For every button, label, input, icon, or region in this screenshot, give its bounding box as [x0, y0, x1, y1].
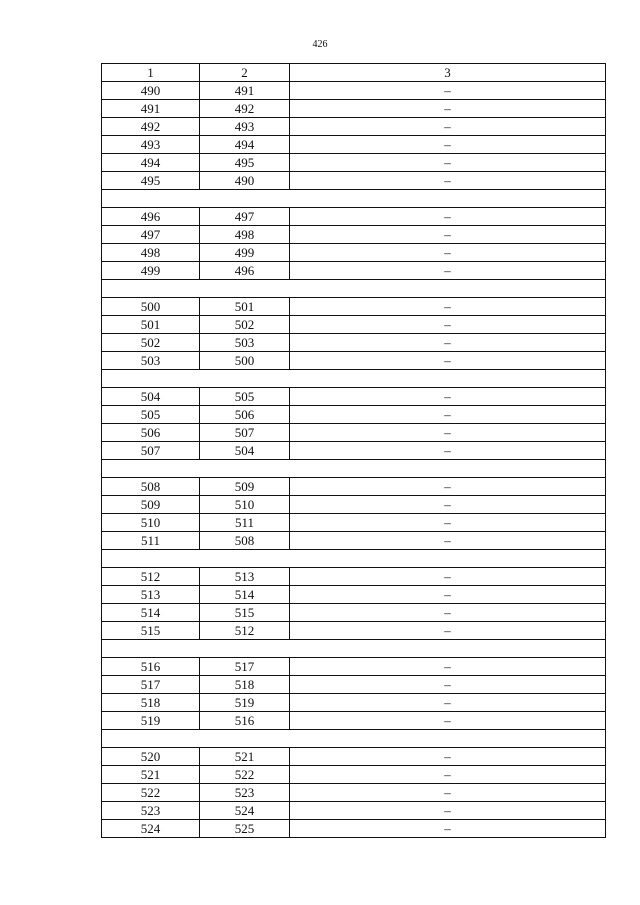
- table-cell-col3: –: [290, 118, 606, 136]
- table-cell-col3: –: [290, 352, 606, 370]
- table-row: [102, 118, 606, 136]
- table-cell-col2: 517: [200, 658, 290, 676]
- group-separator-cell: [102, 370, 606, 388]
- table-row: [102, 154, 606, 172]
- table-row: [102, 694, 606, 712]
- table-row: [102, 352, 606, 370]
- group-separator-row: [102, 730, 606, 748]
- table-cell-col1: 490: [102, 82, 200, 100]
- table-cell-col3: –: [290, 298, 606, 316]
- table-cell-col3: –: [290, 622, 606, 640]
- table-cell-col1: 497: [102, 226, 200, 244]
- table-cell-col1: 510: [102, 514, 200, 532]
- table-cell-col3: –: [290, 262, 606, 280]
- table-cell-col2: 501: [200, 298, 290, 316]
- table-cell-col2: 507: [200, 424, 290, 442]
- table-cell-col3: –: [290, 784, 606, 802]
- table-cell-col2: 515: [200, 604, 290, 622]
- table-cell-col1: 517: [102, 676, 200, 694]
- table-row: [102, 136, 606, 154]
- table-cell-col2: 503: [200, 334, 290, 352]
- table-cell-col2: 506: [200, 406, 290, 424]
- table-cell-col3: –: [290, 424, 606, 442]
- table-row: [102, 424, 606, 442]
- table-cell-col3: –: [290, 604, 606, 622]
- table-cell-col1: 491: [102, 100, 200, 118]
- table-cell-col3: –: [290, 406, 606, 424]
- table-cell-col3: –: [290, 748, 606, 766]
- table-cell-col1: 496: [102, 208, 200, 226]
- table-cell-col3: –: [290, 100, 606, 118]
- table-cell-col2: 511: [200, 514, 290, 532]
- table-cell-col1: 498: [102, 244, 200, 262]
- column-header-3: 3: [290, 64, 606, 82]
- table-cell-col3: –: [290, 478, 606, 496]
- table-row: [102, 334, 606, 352]
- table-row: [102, 406, 606, 424]
- table-cell-col2: 496: [200, 262, 290, 280]
- table-cell-col1: 506: [102, 424, 200, 442]
- group-separator-row: [102, 280, 606, 298]
- table-row: [102, 172, 606, 190]
- table-cell-col3: –: [290, 226, 606, 244]
- table-row: [102, 208, 606, 226]
- table-cell-col2: 493: [200, 118, 290, 136]
- group-separator-cell: [102, 460, 606, 478]
- table-cell-col1: 500: [102, 298, 200, 316]
- table-row: [102, 622, 606, 640]
- table-cell-col1: 504: [102, 388, 200, 406]
- table-row: [102, 316, 606, 334]
- table-cell-col2: 519: [200, 694, 290, 712]
- table-row: [102, 226, 606, 244]
- table-row: [102, 748, 606, 766]
- table-cell-col3: –: [290, 496, 606, 514]
- table-cell-col1: 516: [102, 658, 200, 676]
- table-cell-col1: 512: [102, 568, 200, 586]
- table-cell-col2: 500: [200, 352, 290, 370]
- table-cell-col2: 492: [200, 100, 290, 118]
- table-cell-col1: 520: [102, 748, 200, 766]
- table-cell-col2: 518: [200, 676, 290, 694]
- table-cell-col3: –: [290, 694, 606, 712]
- table-row: [102, 568, 606, 586]
- table-cell-col1: 503: [102, 352, 200, 370]
- table-cell-col2: 522: [200, 766, 290, 784]
- table-row: [102, 658, 606, 676]
- table-cell-col3: –: [290, 586, 606, 604]
- group-separator-row: [102, 190, 606, 208]
- table-cell-col1: 493: [102, 136, 200, 154]
- table-row: [102, 262, 606, 280]
- table-body: [102, 64, 606, 838]
- table-cell-col3: –: [290, 658, 606, 676]
- table-cell-col3: –: [290, 244, 606, 262]
- table-cell-col1: 501: [102, 316, 200, 334]
- group-separator-row: [102, 550, 606, 568]
- table-cell-col2: 498: [200, 226, 290, 244]
- group-separator-cell: [102, 280, 606, 298]
- table-cell-col2: 505: [200, 388, 290, 406]
- table-cell-col2: 499: [200, 244, 290, 262]
- table-cell-col1: 515: [102, 622, 200, 640]
- table-cell-col3: –: [290, 388, 606, 406]
- table-cell-col1: 522: [102, 784, 200, 802]
- table-cell-col1: 514: [102, 604, 200, 622]
- table-row: [102, 712, 606, 730]
- table-header-row: [102, 64, 606, 82]
- table-cell-col1: 502: [102, 334, 200, 352]
- table-cell-col2: 516: [200, 712, 290, 730]
- table-cell-col3: –: [290, 514, 606, 532]
- table-row: [102, 514, 606, 532]
- table-row: [102, 244, 606, 262]
- table-cell-col2: 490: [200, 172, 290, 190]
- table-row: [102, 802, 606, 820]
- table-row: [102, 478, 606, 496]
- table-cell-col3: –: [290, 766, 606, 784]
- table-cell-col3: –: [290, 172, 606, 190]
- table-cell-col2: 497: [200, 208, 290, 226]
- table-row: [102, 784, 606, 802]
- table-cell-col1: 495: [102, 172, 200, 190]
- table-row: [102, 82, 606, 100]
- table-cell-col2: 495: [200, 154, 290, 172]
- table-cell-col2: 525: [200, 820, 290, 838]
- group-separator-cell: [102, 550, 606, 568]
- table-row: [102, 604, 606, 622]
- table-row: [102, 442, 606, 460]
- table-cell-col1: 505: [102, 406, 200, 424]
- table-cell-col3: –: [290, 334, 606, 352]
- group-separator-row: [102, 460, 606, 478]
- table-row: [102, 100, 606, 118]
- table-cell-col1: 511: [102, 532, 200, 550]
- table-cell-col3: –: [290, 568, 606, 586]
- table-cell-col1: 492: [102, 118, 200, 136]
- table-cell-col3: –: [290, 442, 606, 460]
- table-cell-col1: 524: [102, 820, 200, 838]
- group-separator-row: [102, 640, 606, 658]
- table-cell-col2: 513: [200, 568, 290, 586]
- table-cell-col1: 518: [102, 694, 200, 712]
- table-cell-col3: –: [290, 136, 606, 154]
- group-separator-cell: [102, 730, 606, 748]
- group-separator-row: [102, 370, 606, 388]
- table-cell-col2: 502: [200, 316, 290, 334]
- table-cell-col3: –: [290, 154, 606, 172]
- table-cell-col1: 494: [102, 154, 200, 172]
- table-row: [102, 820, 606, 838]
- table-cell-col3: –: [290, 820, 606, 838]
- table-cell-col1: 509: [102, 496, 200, 514]
- table-cell-col3: –: [290, 316, 606, 334]
- table-row: [102, 496, 606, 514]
- table-row: [102, 532, 606, 550]
- table-cell-col3: –: [290, 802, 606, 820]
- table-cell-col1: 523: [102, 802, 200, 820]
- group-separator-cell: [102, 190, 606, 208]
- group-separator-cell: [102, 640, 606, 658]
- table-cell-col2: 512: [200, 622, 290, 640]
- table-cell-col2: 510: [200, 496, 290, 514]
- column-header-1: 1: [102, 64, 200, 82]
- page-number: 426: [312, 39, 328, 50]
- table-cell-col1: 521: [102, 766, 200, 784]
- table-cell-col1: 499: [102, 262, 200, 280]
- table-cell-col1: 507: [102, 442, 200, 460]
- table-cell-col2: 524: [200, 802, 290, 820]
- table-row: [102, 676, 606, 694]
- table-cell-col3: –: [290, 676, 606, 694]
- table-cell-col2: 521: [200, 748, 290, 766]
- table-row: [102, 388, 606, 406]
- table-cell-col1: 519: [102, 712, 200, 730]
- table-cell-col2: 494: [200, 136, 290, 154]
- table-cell-col2: 509: [200, 478, 290, 496]
- column-header-2: 2: [200, 64, 290, 82]
- table-row: [102, 766, 606, 784]
- table-cell-col2: 523: [200, 784, 290, 802]
- table-row: [102, 298, 606, 316]
- table-cell-col2: 508: [200, 532, 290, 550]
- table-cell-col3: –: [290, 82, 606, 100]
- data-table: [101, 63, 606, 838]
- table-cell-col2: 514: [200, 586, 290, 604]
- table-cell-col3: –: [290, 532, 606, 550]
- table-cell-col3: –: [290, 712, 606, 730]
- table-cell-col2: 504: [200, 442, 290, 460]
- table-row: [102, 586, 606, 604]
- table-cell-col2: 491: [200, 82, 290, 100]
- table-cell-col1: 508: [102, 478, 200, 496]
- table-cell-col1: 513: [102, 586, 200, 604]
- table-cell-col3: –: [290, 208, 606, 226]
